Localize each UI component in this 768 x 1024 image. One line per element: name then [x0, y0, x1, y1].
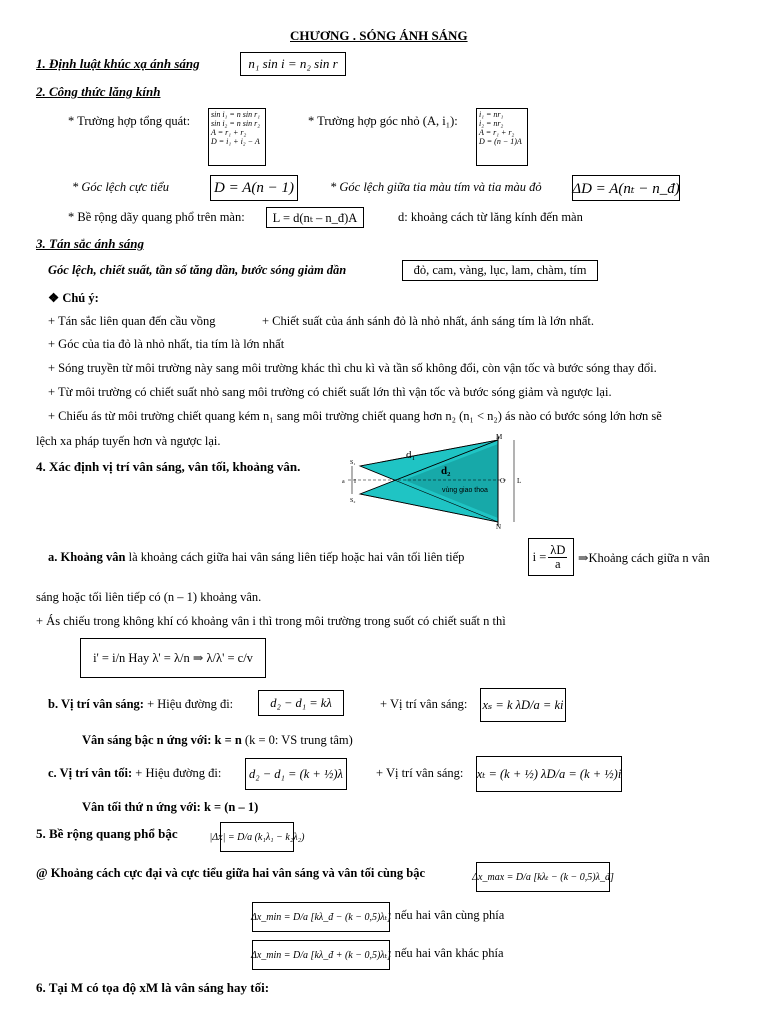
fringe-spacing-text [48, 550, 464, 565]
note-rainbow: + Tán sắc liên quan đến cầu vồng [48, 314, 216, 328]
small-angle-box [476, 108, 528, 166]
dark-order: Vân tối thứ n ứng với: k = (n – 1) [82, 800, 259, 814]
small-line: A = r₁ + r₂ [479, 128, 515, 137]
diagram-label-n: N [496, 523, 502, 530]
note-label: ❖ Chú ý: [48, 291, 99, 305]
bright-fringe-row [48, 697, 233, 712]
min-deviation-label: * Góc lệch cực tiểu [72, 180, 170, 194]
section-4-heading: 4. Xác định vị trí vân sáng, vân tối, khoảng vân. [36, 459, 301, 474]
note-angle: + Góc của tia đỏ là nhỏ nhất, tia tím là lớn nhất [48, 337, 285, 351]
spectrum-width-order-formula: |Δx| = D/a (k₁λ₁ − k₂λ₂) [220, 822, 294, 852]
general-line: D = i₁ + i₂ − A [211, 137, 260, 146]
note-velocity: + Từ môi trường có chiết suất nhỏ sang môi trường có chiết suất lớn thì vận tốc và bước sóng giảm và ngược lại. [48, 385, 612, 399]
note-refractive-index: + Chiết suất của ánh sánh đỏ là nhỏ nhất, ánh sáng tím là lớn nhất. [262, 314, 594, 328]
dark-path-formula: d₂ − d₁ = (k + ½)λ [245, 758, 347, 790]
bright-path-formula: d₂ − d₁ = kλ [258, 690, 344, 716]
section-3-heading: 3. Tán sắc ánh sáng [36, 236, 144, 251]
dark-fringe-row [48, 766, 221, 781]
fringe-formula-denominator: a [555, 556, 561, 571]
color-deviation-label: * Góc lệch giữa tia màu tím và tia màu đỏ [330, 180, 542, 194]
diagram-label-a: a [342, 479, 345, 485]
bright-path-label: + Hiệu đường đi: [147, 697, 234, 711]
small-line: i₁ = nr₁ [479, 110, 504, 119]
section-5-heading: 5. Bề rộng quang phổ bậc [36, 826, 178, 841]
interference-diagram [338, 430, 528, 530]
min-deviation-formula: D = A(n − 1) [210, 175, 298, 201]
min-distance-same-side-formula: Δx_min = D/a [kλ_đ − (k − 0,5)λₜ] [252, 902, 390, 932]
fringe-formula-numerator: λD [550, 543, 566, 557]
bright-order-row [82, 733, 353, 748]
small-line: D = (n − 1)A [479, 137, 522, 146]
general-line: A = r₁ + r₂ [211, 128, 247, 137]
spectrum-width-note: d: khoảng cách từ lăng kính đến màn [398, 210, 583, 224]
diagram-label-s1: S₁ [350, 460, 356, 466]
dark-path-label: + Hiệu đường đi: [135, 766, 222, 780]
medium-fringe-formula: i' = i/n Hay λ' = λ/n ⇒ λ/λ' = c/v [80, 638, 266, 678]
general-case-box [208, 108, 266, 166]
diagram-label-zone: vùng giao thoa [442, 487, 488, 494]
max-min-distance-label: @ Khoảng cách cực đại và cực tiểu giữa hai vân sáng và vân tối cùng bậc [36, 866, 426, 880]
max-distance-formula: Δx_max = D/a [kλₜ − (k − 0,5)λ_đ] [476, 862, 610, 892]
min-distance-opposite-side-formula: Δx_min = D/a [kλ_đ + (k − 0,5)λₜ] [252, 940, 390, 970]
spectrum-width-label: * Bề rộng dãy quang phổ trên màn: [68, 210, 245, 224]
spectrum-width-formula: L = d(nₜ – n_đ)A [266, 207, 364, 228]
section-2-heading: 2. Công thức lăng kính [36, 84, 161, 99]
dark-fringe-label: c. Vị trí vân tối: [48, 766, 133, 780]
section-1-heading: 1. Định luật khúc xạ ánh sáng [36, 56, 200, 71]
bright-position-label: + Vị trí vân sáng: [380, 697, 468, 711]
general-line: sin i₁ = n sin r₁ [211, 110, 260, 119]
fringe-spacing-formula-lhs: i = [532, 549, 547, 564]
small-line: i₂ = nr₂ [479, 119, 504, 128]
diagram-label-d2: d₂ [441, 465, 451, 477]
diagram-label-d1: d₁ [406, 449, 416, 461]
fringe-count-text: ⇒Khoảng cách giữa n vân [578, 551, 710, 565]
dispersion-rule: Góc lệch, chiết suất, tần số tăng dần, bước sóng giảm dần [48, 263, 347, 277]
diagram-label-o: O [500, 477, 506, 485]
diagram-label-m: M [496, 433, 503, 441]
general-case-label: * Trường hợp tổng quát: [68, 114, 191, 128]
bright-position-formula: xₛ = k λD/a = ki [480, 688, 566, 722]
diagram-label-s2: S₂ [350, 498, 356, 504]
dark-position-formula: xₜ = (k + ½) λD/a = (k + ½)i [476, 756, 622, 792]
diagram-label-l: L [517, 477, 522, 485]
general-line: sin i₂ = n sin r₂ [211, 119, 260, 128]
bright-order: Vân sáng bậc n ứng với: k = n [82, 733, 242, 747]
min-distance-opposite-side-note: : nếu hai vân khác phía [388, 946, 504, 960]
color-deviation-formula: ΔD = A(nₜ − n_đ) [572, 175, 680, 201]
bright-fringe-label: b. Vị trí vân sáng: [48, 697, 144, 711]
note-frequency: + Sóng truyền từ môi trường này sang môi trường khác thì chu kì và tần số không đổi, còn vận tốc và bước sóng thay đổi. [48, 361, 657, 375]
fringe-spacing-definition: là khoảng cách giữa hai vân sáng liên tiếp hoặc hai vân tối liên tiếp [125, 550, 465, 564]
fringe-count-cont: sáng hoặc tối liên tiếp có (n – 1) khoảng vân. [36, 590, 262, 604]
small-angle-label: * Trường hợp góc nhỏ (A, i₁): [308, 114, 458, 128]
note-refraction: + Chiếu ás từ môi trường chiết quang kém n₁ sang môi trường chiết quang hơn n₂ (n₁ < n₂) ás nào có bước sóng lớn hơn sẽ [48, 409, 662, 423]
color-order-box: đỏ, cam, vàng, lục, lam, chàm, tím [402, 260, 598, 281]
medium-fringe-text: + Ás chiếu trong không khí có khoảng vân i thì trong môi trường trong suốt có chiết suất n thì [36, 614, 506, 628]
diagram-label-i: I [354, 479, 356, 485]
dark-position-label: + Vị trí vân sáng: [376, 766, 464, 780]
fringe-spacing-formula [528, 538, 574, 576]
snell-formula: n₁ sin i = n₂ sin r [240, 52, 346, 76]
section-6-heading: 6. Tại M có tọa độ xM là vân sáng hay tối: [36, 980, 270, 995]
min-distance-same-side-note: : nếu hai vân cùng phía [388, 908, 505, 922]
fringe-spacing-label: a. Khoảng vân [48, 550, 126, 564]
page-title: CHƯƠNG . SÓNG ÁNH SÁNG [290, 28, 468, 43]
note-refraction-cont: lệch xa pháp tuyến hơn và ngược lại. [36, 434, 221, 448]
bright-order-note: (k = 0: VS trung tâm) [244, 733, 353, 747]
